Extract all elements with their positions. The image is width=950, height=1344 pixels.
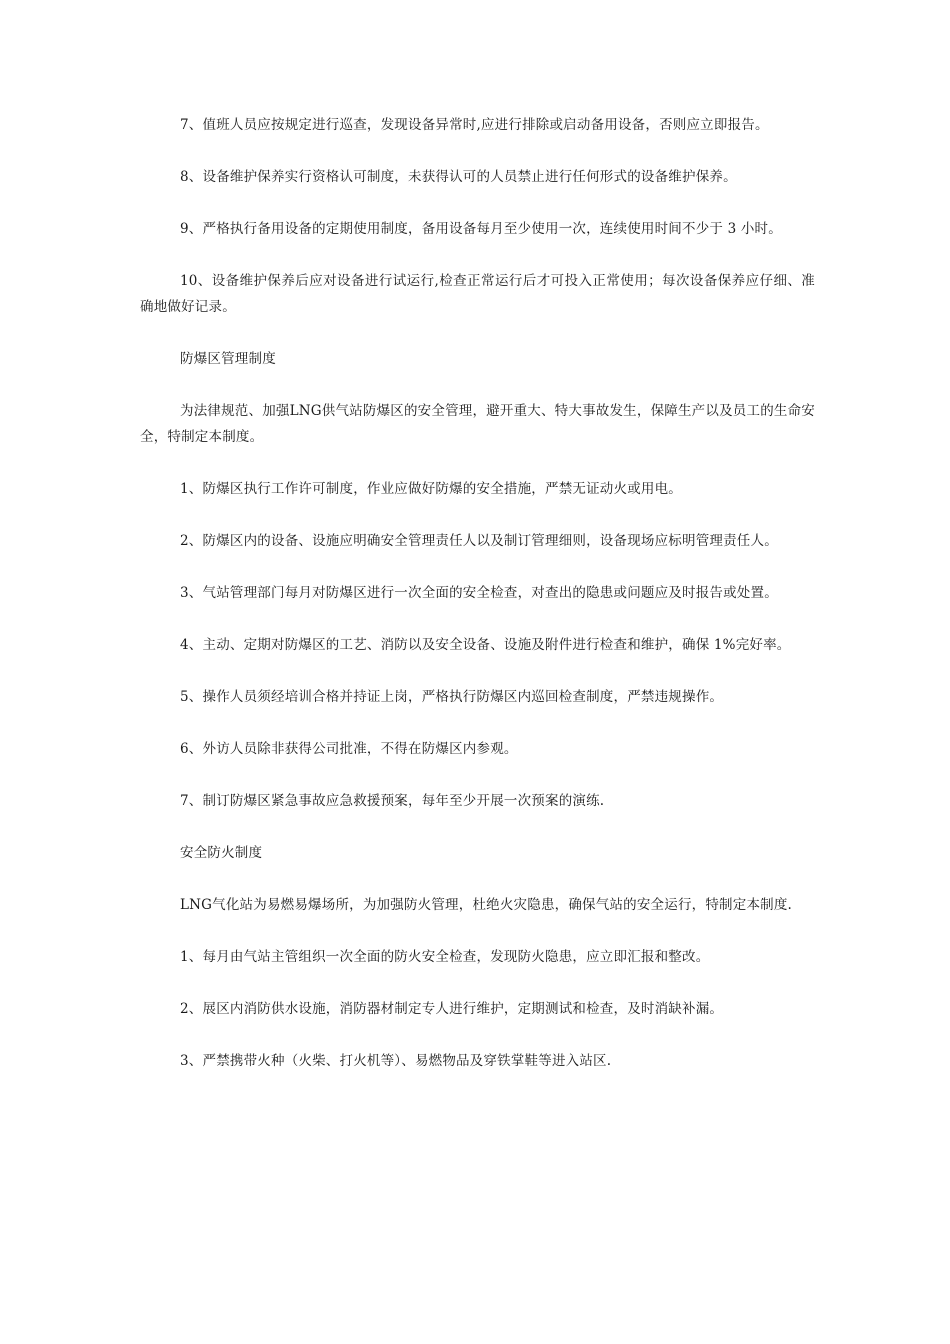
paragraph: 8、设备维护保养实行资格认可制度，未获得认可的人员禁止进行任何形式的设备维护保养。 <box>180 169 737 185</box>
paragraph: 3、严禁携带火种（火柴、打火机等）、易燃物品及穿铁掌鞋等进入站区. <box>180 1053 612 1069</box>
paragraph: 1、每月由气站主管组织一次全面的防火安全检查，发现防火隐患，应立即汇报和整改。 <box>180 949 710 965</box>
paragraph: 6、外访人员除非获得公司批准，不得在防爆区内参观。 <box>180 741 518 757</box>
paragraph: 为法律规范、加强LNG供气站防爆区的安全管理，避开重大、特大事故发生，保障生产以及员工的生命安全，特制定本制度。 <box>140 403 815 445</box>
paragraph: 3、气站管理部门每月对防爆区进行一次全面的安全检查，对查出的隐患或问题应及时报告或处置。 <box>180 585 778 601</box>
document-page <box>140 112 815 1100</box>
section-heading: 安全防火制度 <box>180 845 263 861</box>
paragraph: 10、设备维护保养后应对设备进行试运行,检查正常运行后才可投入正常使用；每次设备保养应仔细、准确地做好记录。 <box>140 273 815 315</box>
paragraph: 1、防爆区执行工作许可制度，作业应做好防爆的安全措施，严禁无证动火或用电。 <box>180 481 682 497</box>
paragraph: 2、防爆区内的设备、设施应明确安全管理责任人以及制订管理细则，设备现场应标明管理责任人。 <box>180 533 778 549</box>
paragraph: 5、操作人员须经培训合格并持证上岗，严格执行防爆区内巡回检查制度，严禁违规操作。 <box>180 689 724 705</box>
paragraph: LNG气化站为易燃易爆场所，为加强防火管理，杜绝火灾隐患，确保气站的安全运行，特制定本制度. <box>180 897 793 913</box>
section-heading: 防爆区管理制度 <box>180 351 276 367</box>
paragraph: 9、严格执行备用设备的定期使用制度，备用设备每月至少使用一次，连续使用时间不少于 3 小时。 <box>180 221 782 237</box>
paragraph: 4、主动、定期对防爆区的工艺、消防以及安全设备、设施及附件进行检查和维护，确保 1%完好率。 <box>180 637 791 653</box>
paragraph: 7、值班人员应按规定进行巡查，发现设备异常时,应进行排除或启动备用设备，否则应立即报告。 <box>180 117 769 133</box>
paragraph: 2、展区内消防供水设施，消防器材制定专人进行维护，定期测试和检查，及时消缺补漏。 <box>180 1001 724 1017</box>
paragraph: 7、制订防爆区紧急事故应急救援预案，每年至少开展一次预案的演练. <box>180 793 605 809</box>
